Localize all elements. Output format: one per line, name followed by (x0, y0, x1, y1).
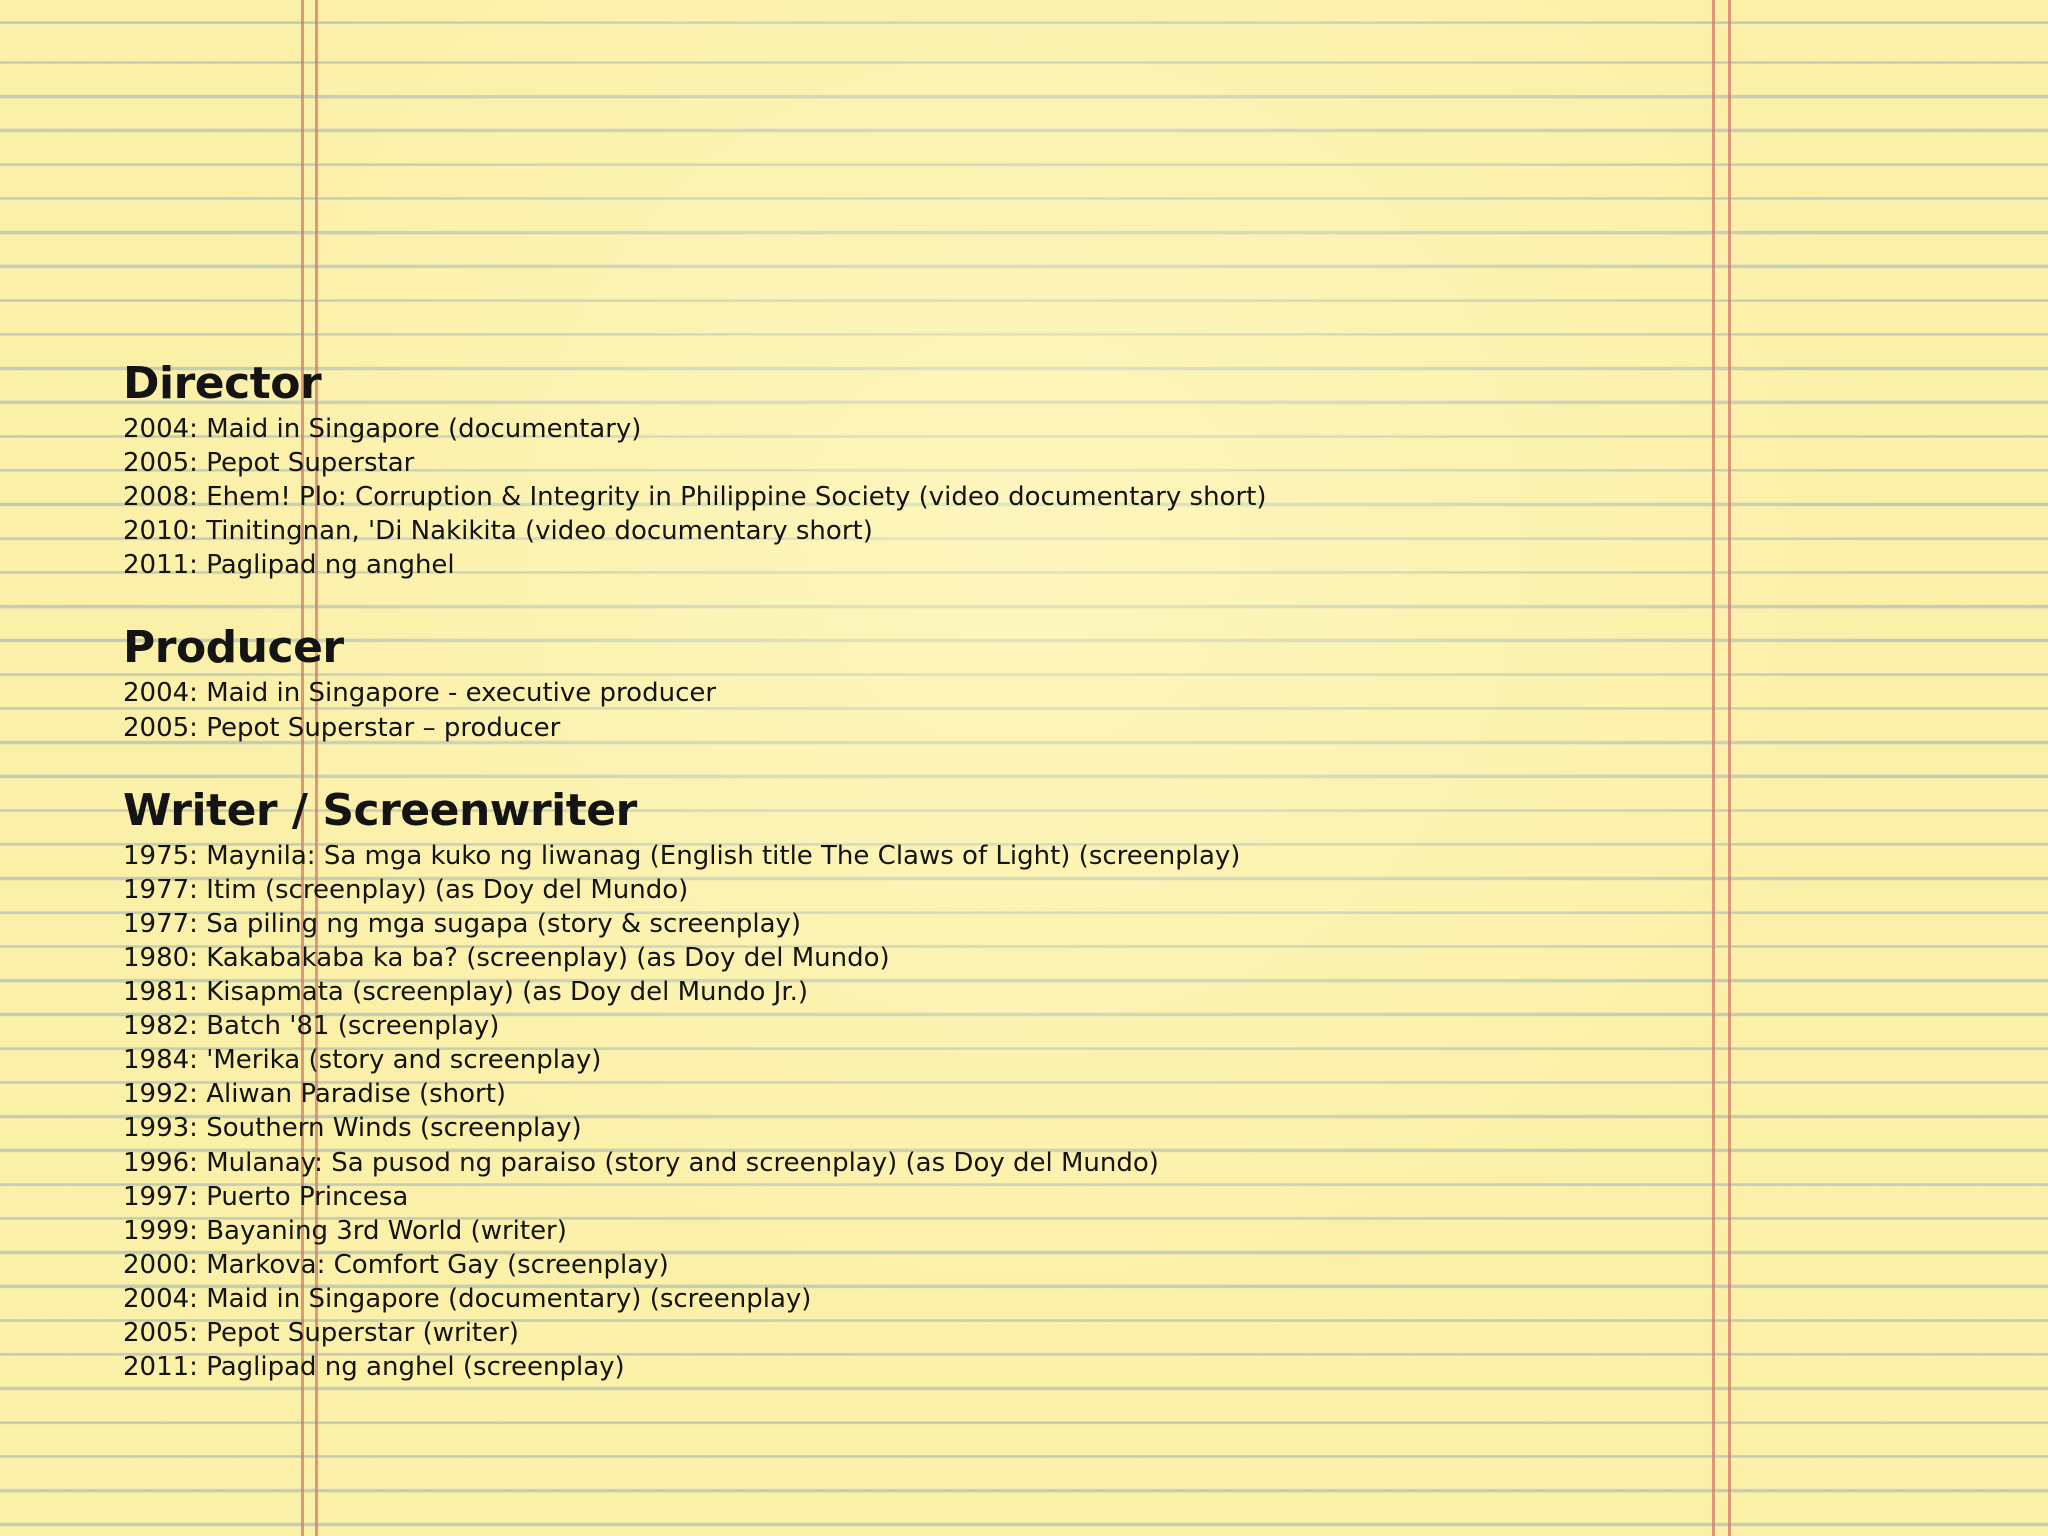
writer-entry: 2005: Pepot Superstar (writer) (123, 1317, 519, 1348)
writer-entry: 1981: Kisapmata (screenplay) (as Doy del Mundo Jr.) (123, 977, 809, 1008)
writer-list (123, 839, 1623, 1385)
writer-heading: Writer / Screenwriter (123, 784, 637, 836)
director-entry: 2008: Ehem! Plo: Corruption & Integrity in Philippine Society (video documentary short) (123, 482, 1267, 513)
producer-entry: 2004: Maid in Singapore - executive producer (123, 678, 717, 709)
writer-entry: 1992: Aliwan Paradise (short) (123, 1079, 507, 1110)
producer-heading: Producer (123, 622, 344, 674)
writer-entry: 1977: Sa piling ng mga sugapa (story & screenplay) (123, 908, 802, 939)
writer-entry: 1997: Puerto Princesa (123, 1181, 409, 1212)
right-margin-line-1 (1712, 0, 1715, 1536)
writer-entry: 1982: Batch '81 (screenplay) (123, 1011, 500, 1042)
writer-entry: 1980: Kakabakaba ka ba? (screenplay) (as Doy del Mundo) (123, 942, 890, 973)
producer-entry: 2005: Pepot Superstar – producer (123, 712, 561, 743)
writer-entry: 1999: Bayaning 3rd World (writer) (123, 1215, 567, 1246)
producer-list (123, 676, 1623, 744)
writer-entry: 1993: Southern Winds (screenplay) (123, 1113, 582, 1144)
writer-entry: 2000: Markova: Comfort Gay (screenplay) (123, 1249, 669, 1280)
writer-entry: 1984: 'Merika (story and screenplay) (123, 1045, 602, 1076)
writer-entry: 2011: Paglipad ng anghel (screenplay) (123, 1352, 625, 1383)
director-entry: 2004: Maid in Singapore (documentary) (123, 414, 642, 444)
writer-entry: 1977: Itim (screenplay) (as Doy del Mundo) (123, 874, 689, 905)
writer-entry: 2004: Maid in Singapore (documentary) (screenplay) (123, 1283, 812, 1314)
writer-entry: 1996: Mulanay: Sa pusod ng paraiso (story and screenplay) (as Doy del Mundo) (123, 1147, 1159, 1178)
writer-entry: 1975: Maynila: Sa mga kuko ng liwanag (English title The Claws of Light) (screenplay) (123, 840, 1241, 871)
director-list (123, 412, 1623, 582)
director-heading: Director (123, 358, 322, 409)
director-entry: 2010: Tinitingnan, 'Di Nakikita (video documentary short) (123, 516, 873, 547)
right-margin-line-2 (1728, 0, 1731, 1536)
director-entry: 2005: Pepot Superstar (123, 448, 415, 479)
filmography-content (123, 356, 1623, 1422)
director-entry: 2011: Paglipad ng anghel (123, 550, 455, 581)
